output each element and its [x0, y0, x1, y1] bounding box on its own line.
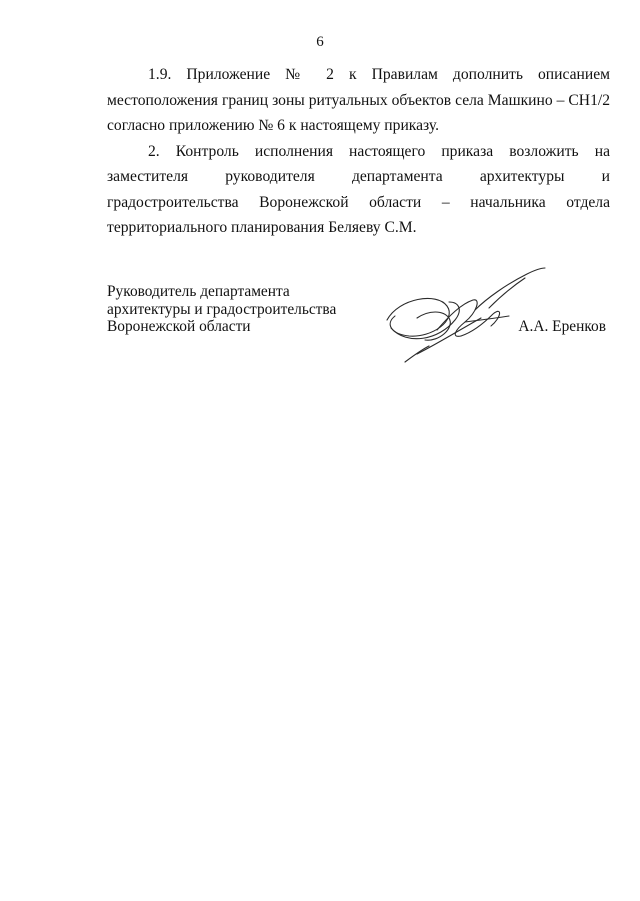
signer-title-line: архитектуры и градостроительства	[107, 300, 337, 318]
page-number: 6	[316, 34, 324, 50]
paragraph-2: 2. Контроль исполнения настоящего приказа возложить на заместителя руководителя департамента архитектуры и градостроительства Воронежской области – начальника отдела территориального планирования Беляеву С.М.	[107, 142, 610, 236]
document-body	[107, 62, 610, 241]
signature-block	[107, 283, 610, 373]
signer-name: А.А. Еренков	[518, 318, 606, 335]
paragraph-1-9: 1.9. Приложение № 2 к Правилам дополнить описанием местоположения границ зоны ритуальных объектов села Машкино – СН1/2 согласно приложению № 6 к настоящему приказу.	[107, 66, 610, 134]
signer-title-line: Руководитель департамента	[107, 283, 290, 300]
signer-title	[107, 283, 336, 336]
signer-title-line: Воронежской области	[107, 318, 251, 335]
